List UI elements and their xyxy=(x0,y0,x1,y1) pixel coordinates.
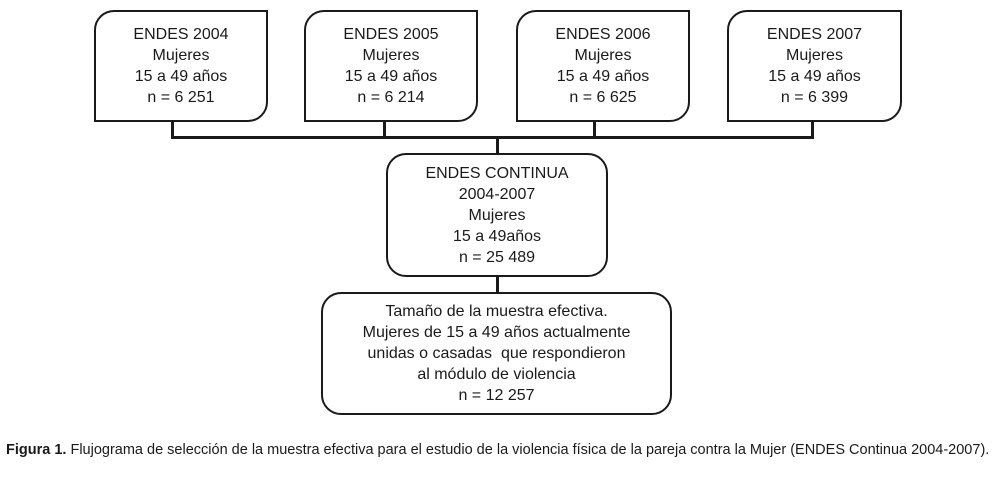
box-line: n = 6 251 xyxy=(147,89,215,106)
box-line: Mujeres xyxy=(468,206,526,224)
box-line: Mujeres xyxy=(574,47,632,64)
connector-horizontal-bar xyxy=(171,136,814,139)
box-line: n = 25 489 xyxy=(458,248,536,266)
box-line: 15 a 49 años xyxy=(556,68,650,85)
box-line: Tamaño de la muestra efectiva. xyxy=(385,303,608,320)
box-line: 15 a 49 años xyxy=(768,68,861,85)
caption-label: Figura 1. xyxy=(6,442,67,458)
box-endes-2004 xyxy=(94,10,268,122)
box-muestra-efectiva xyxy=(321,292,672,415)
box-line: n = 6 214 xyxy=(357,89,425,106)
box-line: Mujeres de 15 a 49 años actualmente xyxy=(362,324,631,341)
box-line: unidas o casadas que respondieron xyxy=(367,345,626,362)
box-line: ENDES 2006 xyxy=(555,26,651,43)
box-line: n = 6 399 xyxy=(780,89,849,106)
box-line: 2004-2007 xyxy=(458,185,536,203)
box-line: ENDES 2005 xyxy=(343,26,439,43)
box-line: ENDES 2007 xyxy=(766,26,863,43)
box-line: n = 12 257 xyxy=(458,387,535,404)
box-endes-2005 xyxy=(304,10,478,122)
box-line: ENDES CONTINUA xyxy=(425,164,569,182)
figure-caption xyxy=(6,441,994,460)
caption-text: Flujograma de selección de la muestra efectiva para el estudio de la violencia física de la pareja contra la Mujer (ENDES Continua 2004-2007). xyxy=(66,442,990,458)
box-line: 15 a 49 años xyxy=(344,68,438,85)
box-line: n = 6 625 xyxy=(569,89,637,106)
box-line: Mujeres xyxy=(786,47,843,64)
box-line: 15 a 49años xyxy=(452,227,542,245)
box-line: al módulo de violencia xyxy=(417,366,576,383)
box-line: Mujeres xyxy=(152,47,210,64)
box-line: 15 a 49 años xyxy=(134,68,228,85)
box-endes-2007 xyxy=(727,10,902,122)
box-line: Mujeres xyxy=(362,47,420,64)
box-endes-continua xyxy=(386,153,608,277)
box-endes-2006 xyxy=(516,10,690,122)
box-line: ENDES 2004 xyxy=(133,26,229,43)
